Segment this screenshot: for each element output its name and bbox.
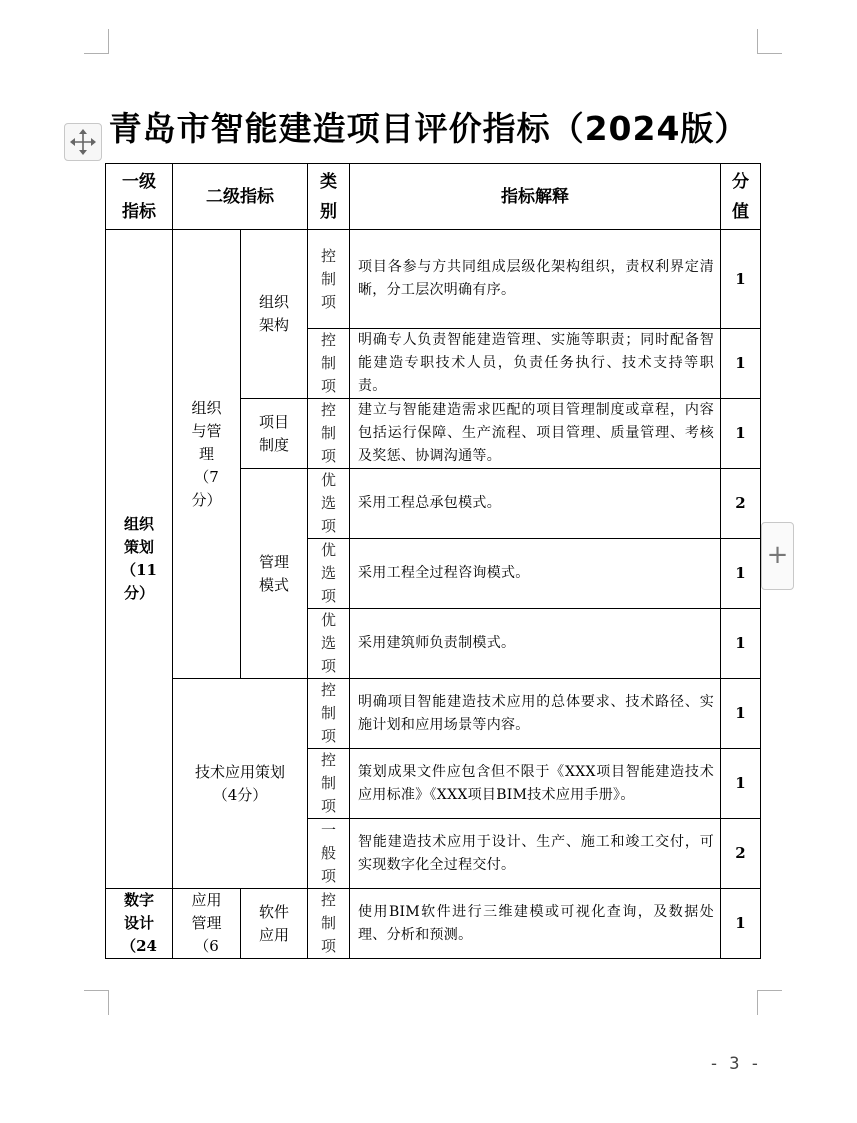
category-cell: 控制项	[308, 399, 350, 469]
header-explanation: 指标解释	[350, 164, 721, 230]
header-score: 分值	[721, 164, 761, 230]
explanation-cell: 采用工程全过程咨询模式。	[350, 539, 721, 609]
level1-org-planning: 组织策划（11分）	[106, 230, 173, 889]
crop-mark-bottom-right	[757, 990, 782, 1015]
level2-tech-planning: 技术应用策划（4分）	[173, 679, 308, 889]
category-cell: 控制项	[308, 329, 350, 399]
table-row	[106, 230, 761, 329]
category-cell: 一般项	[308, 819, 350, 889]
explanation-cell: 建立与智能建造需求匹配的项目管理制度或章程，内容包括运行保障、生产流程、项目管理、质量管理、考核及奖惩、协调沟通等。	[350, 399, 721, 469]
header-category: 类别	[308, 164, 350, 230]
table-row	[106, 679, 761, 749]
score-cell: 1	[721, 889, 761, 959]
crop-mark-bottom-left	[84, 990, 109, 1015]
explanation-cell: 采用工程总承包模式。	[350, 469, 721, 539]
header-level1: 一级指标	[106, 164, 173, 230]
explanation-cell: 明确项目智能建造技术应用的总体要求、技术路径、实施计划和应用场景等内容。	[350, 679, 721, 749]
evaluation-table	[105, 163, 761, 959]
page-number: - 3 -	[708, 1054, 760, 1074]
score-cell: 1	[721, 749, 761, 819]
score-cell: 2	[721, 819, 761, 889]
score-cell: 1	[721, 679, 761, 749]
header-level2: 二级指标	[173, 164, 308, 230]
explanation-cell: 使用BIM软件进行三维建模或可视化查询，及数据处理、分析和预测。	[350, 889, 721, 959]
score-cell: 1	[721, 539, 761, 609]
table-header-row	[106, 164, 761, 230]
explanation-cell: 项目各参与方共同组成层级化架构组织，责权利界定清晰，分工层次明确有序。	[350, 230, 721, 329]
category-cell: 优选项	[308, 609, 350, 679]
plus-icon: +	[766, 540, 789, 570]
explanation-cell: 智能建造技术应用于设计、生产、施工和竣工交付，可实现数字化全过程交付。	[350, 819, 721, 889]
category-cell: 优选项	[308, 539, 350, 609]
level3-management-mode: 管理模式	[241, 469, 308, 679]
category-cell: 控制项	[308, 749, 350, 819]
explanation-cell: 策划成果文件应包含但不限于《XXX项目智能建造技术应用标准》《XXX项目BIM技术应用手册》。	[350, 749, 721, 819]
explanation-cell: 采用建筑师负责制模式。	[350, 609, 721, 679]
level1-digital-design: 数字设计（24	[106, 889, 173, 959]
category-cell: 优选项	[308, 469, 350, 539]
score-cell: 1	[721, 230, 761, 329]
add-column-button[interactable]	[761, 522, 794, 590]
category-cell: 控制项	[308, 679, 350, 749]
explanation-cell: 明确专人负责智能建造管理、实施等职责；同时配备智能建造专职技术人员，负责任务执行、技术支持等职责。	[350, 329, 721, 399]
category-cell: 控制项	[308, 889, 350, 959]
level2-org-management: 组织与管理（7分）	[173, 230, 241, 679]
score-cell: 1	[721, 609, 761, 679]
score-cell: 1	[721, 329, 761, 399]
page-title: 青岛市智能建造项目评价指标（2024版）	[108, 109, 749, 148]
crop-mark-top-left	[84, 29, 109, 54]
crop-mark-top-right	[757, 29, 782, 54]
category-cell: 控制项	[308, 230, 350, 329]
level3-org-structure: 组织架构	[241, 230, 308, 399]
level3-software-application: 软件应用	[241, 889, 308, 959]
table-row	[106, 889, 761, 959]
score-cell: 2	[721, 469, 761, 539]
level2-app-management: 应用管理（6	[173, 889, 241, 959]
score-cell: 1	[721, 399, 761, 469]
level3-project-system: 项目制度	[241, 399, 308, 469]
